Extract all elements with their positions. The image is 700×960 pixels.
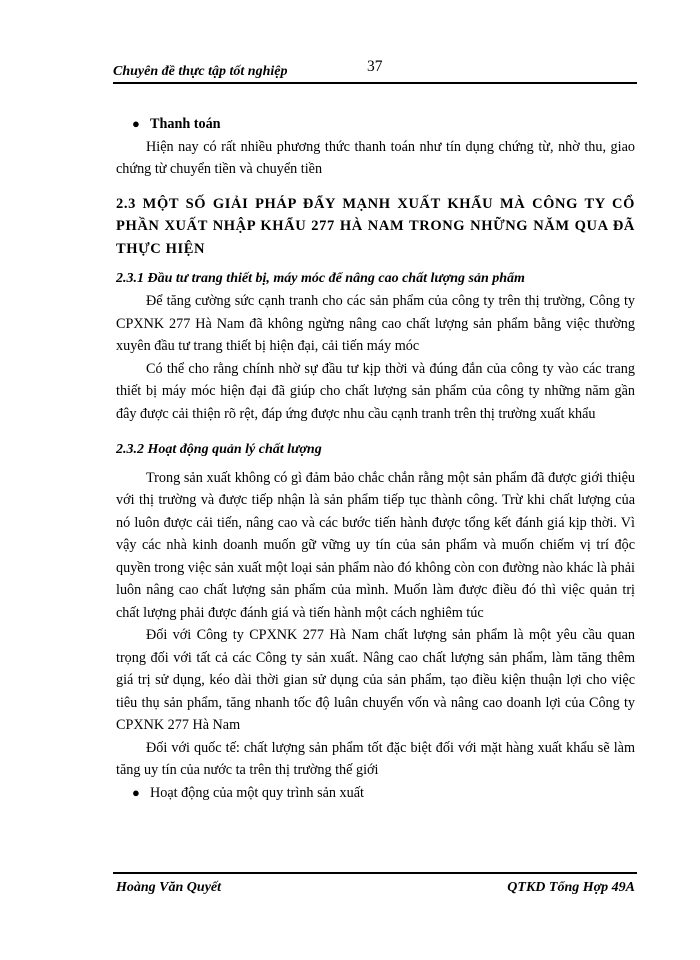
bullet-item	[116, 113, 635, 136]
paragraph: Để tăng cường sức cạnh tranh cho các sản phẩm của công ty trên thị trường, Công ty CPXNK 277 Hà Nam đã không ngừng nâng cao chất lượng sản phẩm bằng việc thường xuyên đầu tư trang thiết bị hiện đại, cải tiến máy móc	[116, 293, 635, 355]
paragraph: Có thể cho rằng chính nhờ sự đầu tư kịp thời và đúng đắn của công ty vào các trang thiết bị máy móc hiện đại đã giúp cho chất lượng sản phẩm của công ty những năm gần đây được cải thiện rõ rệt, đáp ứng được nhu cầu cạnh tranh trên thị trường xuất khẩu	[116, 360, 635, 422]
section-heading: 2.3 MỘT SỐ GIẢI PHÁP ĐẨY MẠNH XUẤT KHẨU MÀ CÔNG TY CỔ PHẦN XUẤT NHẬP KHẨU 277 HÀ NAM TRONG NHỮNG NĂM QUA ĐÃ THỰC HIỆN	[116, 195, 635, 258]
subsection-heading: 2.3.1 Đầu tư trang thiết bị, máy móc để nâng cao chất lượng sản phẩm	[116, 270, 525, 286]
page-header	[113, 58, 637, 82]
paragraph: Đối với quốc tế: chất lượng sản phẩm tốt đặc biệt đối với mặt hàng xuất khẩu sẽ làm tăng uy tín của nước ta trên thị trường thế giới	[116, 739, 635, 779]
footer-divider	[113, 872, 637, 874]
subsection-heading: 2.3.2 Hoạt động quản lý chất lượng	[116, 442, 322, 458]
bullet-text: Thanh toán	[150, 116, 221, 132]
paragraph: Hiện nay có rất nhiều phương thức thanh toán như tín dụng chứng từ, nhờ thu, giao chứng từ chuyển tiền và chuyển tiền	[116, 138, 635, 177]
paragraph: Trong sản xuất không có gì đảm bảo chắc chắn rằng một sản phẩm đã được giới thiệu với thị trường và được tiếp nhận là sản phẩm tiếp tục thành công. Trừ khi chất lượng của nó luôn được cải tiến, nâng cao và các bước tiến hành được tổng kết đánh giá kịp thời. Vì vậy các nhà kinh doanh muốn gữ vững uy tín của sản phẩm và muốn chiếm vị trí độc quyền trong việc sản xuất một loại sản phẩm nào đó không còn con đường nào khác là phải luôn nâng cao chất lượng sản phẩm của mình. Muốn làm được điều đó thì việc quản trị chất lượng phải được đánh giá và tiến hành một cách nghiêm túc	[116, 469, 635, 621]
footer-author: Hoàng Văn Quyết	[116, 880, 222, 895]
bullet-item	[116, 782, 635, 805]
header-title: Chuyên đề thực tập tốt nghiệp	[113, 64, 288, 79]
footer-class: QTKD Tổng Hợp 49A	[507, 880, 635, 895]
bullet-text: Hoạt động của một quy trình sản xuất	[150, 784, 364, 801]
page-number: 37	[367, 58, 383, 75]
document-body	[116, 113, 635, 804]
paragraph: Đối với Công ty CPXNK 277 Hà Nam chất lượng sản phẩm là một yêu cầu quan trọng đối với tất cả các Công ty sản xuất. Nâng cao chất lượng sản phẩm, làm tăng thêm giá trị sử dụng, kéo dài thời gian sử dụng của sản phẩm, tạo điều kiện thuận lợi cho việc tiêu thụ sản phẩm, tăng nhanh tốc độ luân chuyển vốn và nâng cao doanh lợi của Công ty CPXNK 277 Hà Nam	[116, 627, 635, 734]
header-divider	[113, 82, 637, 84]
bullet-icon: ●	[132, 784, 140, 800]
bullet-icon: ●	[132, 116, 140, 131]
